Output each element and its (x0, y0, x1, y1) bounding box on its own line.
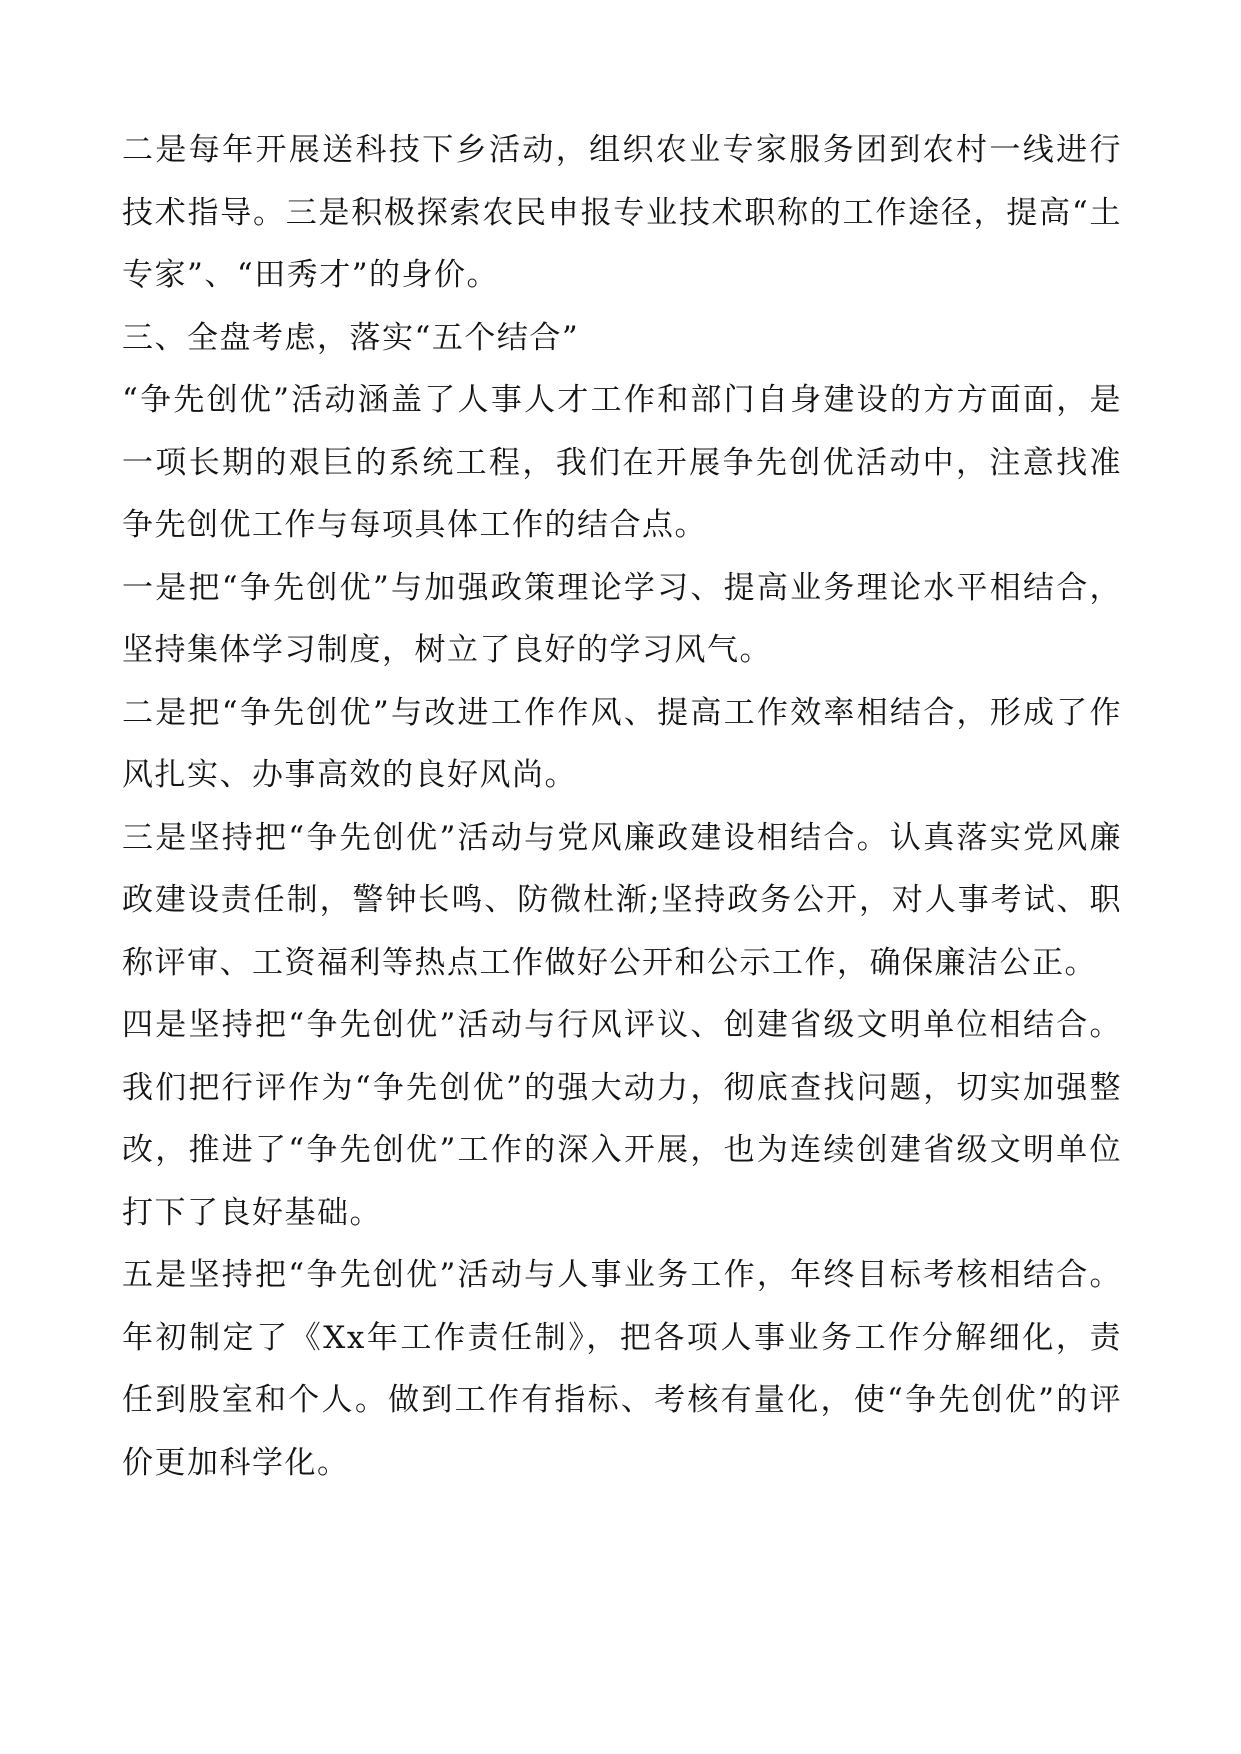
paragraph-intro: “争先创优”活动涵盖了人事人才工作和部门自身建设的方方面面，是一项长期的艰巨的系统工程，我们在开展争先创优活动中，注意找准争先创优工作与每项具体工作的结合点。 (122, 382, 1122, 543)
paragraph-point-two: 二是把“争先创优”与改进工作作风、提高工作效率相结合，形成了作风扎实、办事高效的良好风尚。 (122, 694, 1122, 793)
section-heading-three: 三、全盘考虑，落实“五个结合” (122, 319, 580, 356)
paragraph-point-four: 四是坚持把“争先创优”活动与行风评议、创建省级文明单位相结合。我们把行评作为“争先创优”的强大动力，彻底查找问题，切实加强整改，推进了“争先创优”工作的深入开展，也为连续创建省级文明单位打下了良好基础。 (122, 1007, 1122, 1231)
paragraph-point-one: 一是把“争先创优”与加强政策理论学习、提高业务理论水平相结合，坚持集体学习制度，树立了良好的学习风气。 (122, 569, 1122, 668)
paragraph-agri-tech: 二是每年开展送科技下乡活动，组织农业专家服务团到农村一线进行技术指导。三是积极探索农民申报专业技术职称的工作途径，提高“土专家”、“田秀才”的身价。 (122, 132, 1122, 293)
document-body (122, 119, 1122, 1494)
paragraph-point-three: 三是坚持把“争先创优”活动与党风廉政建设相结合。认真落实党风廉政建设责任制，警钟长鸣、防微杜渐;坚持政务公开，对人事考试、职称评审、工资福利等热点工作做好公开和公示工作，确保廉洁公正。 (122, 819, 1122, 981)
paragraph-point-five: 五是坚持把“争先创优”活动与人事业务工作，年终目标考核相结合。年初制定了《Xx年工作责任制》，把各项人事业务工作分解细化，责任到股室和个人。做到工作有指标、考核有量化，使“争先创优”的评价更加科学化。 (122, 1257, 1122, 1481)
